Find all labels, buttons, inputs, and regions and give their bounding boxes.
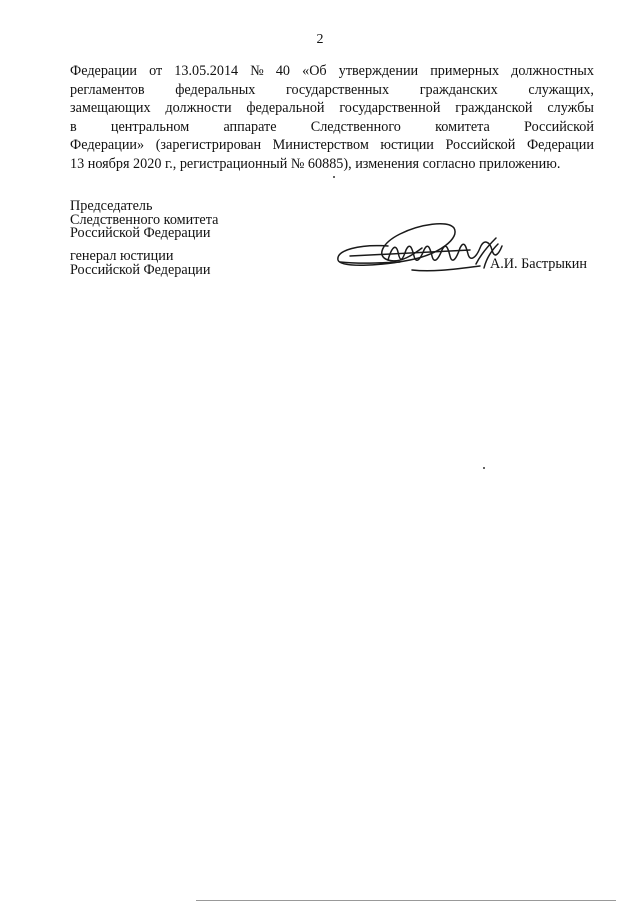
body-line-1	[70, 62, 594, 81]
position-line: Следственного комитета	[70, 211, 219, 228]
rank-line: генерал юстиции	[70, 248, 174, 264]
word: в	[70, 118, 77, 135]
word: служащих,	[528, 81, 594, 98]
body-line-2	[70, 81, 594, 100]
word: федеральной	[246, 100, 325, 117]
word: Федерации	[70, 63, 138, 79]
word: центральном	[110, 118, 190, 135]
word: службы	[547, 100, 594, 117]
signer-position	[70, 200, 218, 241]
scan-speck	[333, 176, 335, 178]
word: Российской	[524, 118, 594, 135]
word: комитета	[435, 118, 490, 135]
word: государственной	[339, 100, 441, 117]
word: регламентов	[70, 81, 145, 98]
word: «Об	[302, 63, 327, 79]
order-body-text	[70, 62, 594, 174]
rank-line: Российской Федерации	[70, 261, 211, 278]
word: (зарегистрирован	[155, 137, 262, 154]
word: Министерством	[272, 137, 369, 154]
word: Федерации	[526, 137, 594, 154]
word: №	[250, 63, 264, 79]
word: Федерации»	[70, 137, 145, 154]
word: гражданской	[455, 100, 533, 117]
word: юстиции	[380, 137, 434, 154]
position-line: Председатель	[70, 198, 153, 214]
word: Следственного	[310, 118, 401, 135]
word: примерных	[430, 63, 500, 79]
word: от	[149, 63, 163, 79]
word: аппарате	[223, 118, 277, 135]
scan-edge-line	[196, 900, 616, 901]
body-line-4	[70, 118, 594, 137]
word: замещающих	[70, 100, 151, 117]
word: утверждении	[338, 63, 419, 79]
word: Российской	[445, 137, 516, 154]
body-line-3	[70, 99, 594, 118]
page-number: 2	[316, 32, 324, 47]
word: 13.05.2014	[174, 63, 239, 79]
body-line-5	[70, 136, 594, 155]
word: должностных	[511, 63, 594, 79]
signer-name: А.И. Бастрыкин	[490, 256, 587, 272]
word: гражданских	[419, 81, 498, 98]
position-line: Российской Федерации	[70, 225, 211, 241]
word: должности	[165, 100, 232, 117]
word: 40	[275, 63, 291, 79]
word: федеральных	[175, 81, 256, 98]
scan-speck	[483, 467, 485, 469]
word: государственных	[286, 81, 390, 98]
signer-rank	[70, 250, 210, 277]
body-line-6: 13 ноября 2020 г., регистрационный № 60885), изменения согласно приложению.	[70, 155, 561, 172]
